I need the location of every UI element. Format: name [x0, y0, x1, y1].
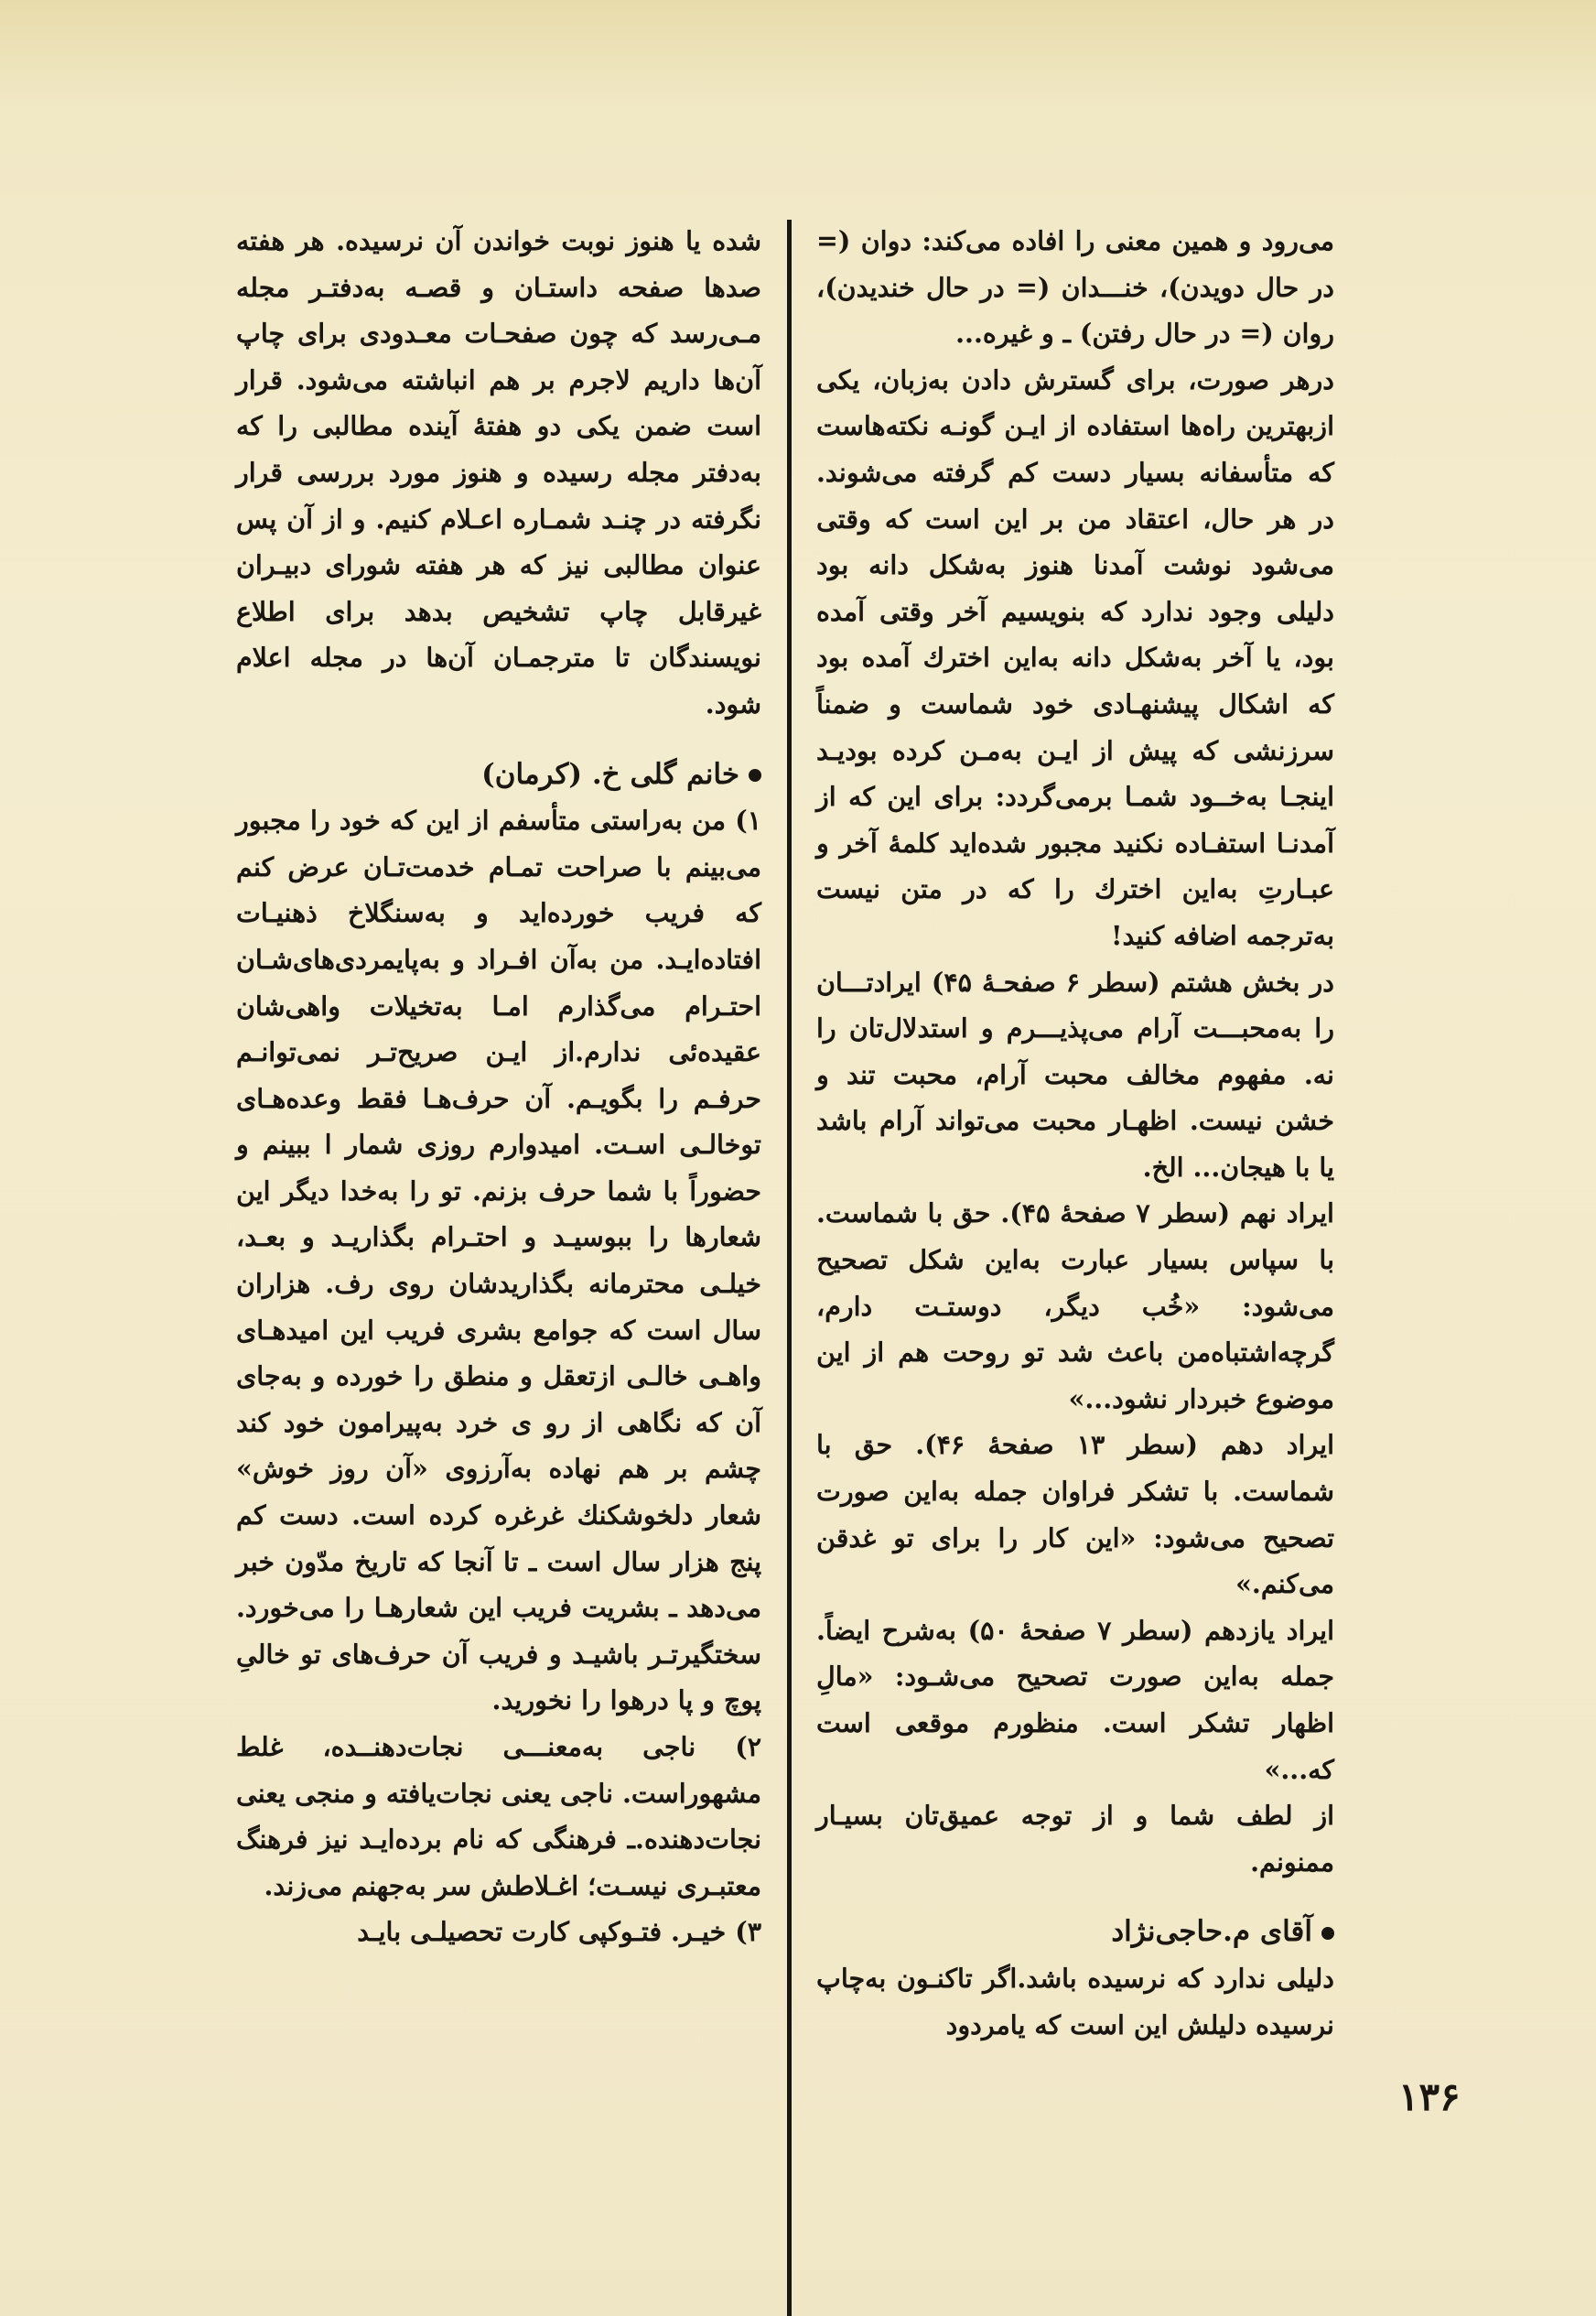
paragraph: شده یا هنوز نوبت خواندن آن نرسیده. هر هفته صدها صفحه داستـان و قصـه به‌دفتـر مجله مـی‌رسد که چون صفحـات معـدودی برای چاپ آن‌ها داریم لاجرم بر هم انباشته می‌شود. قرار است ضمن یکی دو هفتهٔ آینده مطالبی را که به‌دفتر مجله رسیده و هنوز مورد بررسی قرار نگرفته در چنـد شمـاره اعـلام کنیم. و از آن پس عنوان مطالبی نیز که هر هفته شورای دبیـران غیرقابل چاپ تشخیص بدهد برای اطلاع نویسندگان تا مترجمـان آن‌ها در مجله اعلام شود.: [236, 225, 761, 720]
heading-text: خانم گلی خ. (کرمان): [481, 757, 739, 791]
paragraph: ایراد نهم (سطر ۷ صفحهٔ ۴۵). حق با شماست. با سپاس بسیار عبارت به‌این شکل تصحیح می‌شود: «خُب دیگر، دوستـت دارم، گرچه‌اشتباه‌من باعث شد تو روحت هم از این موضوع خبردار نشود...»: [816, 1197, 1334, 1414]
heading-text: آقای م.حاجی‌نژاد: [1111, 1915, 1312, 1949]
paragraph: دلیلی ندارد که نرسیده باشد.اگر تاکنـون به‌چاپ نرسیده دلیلش این است که یامردود: [816, 1962, 1334, 2040]
paragraph: ایراد دهم (سطر ۱۳ صفحهٔ ۴۶). حق با شماست. با تشکر فراوان جمله به‌این صورت تصحیح می‌شود: «این کار را برای تو غدقن می‌کنم.»: [816, 1429, 1334, 1600]
section-heading: [816, 1909, 1334, 1955]
paragraph: درهر صورت، برای گسترش دادن به‌زبان، یکی ازبهترین راه‌ها استفاده از ایـن گونـه نکته‌هاست که متأسفانه بسیار دست کم گرفته می‌شوند. در هر حال، اعتقاد من بر این است که وقتی می‌شود نوشت آمدنا هنوز به‌شکل دانه بود دلیلی وجود ندارد که بنویسیم آخر وقتی آمده بود، یا آخر به‌شکل دانه به‌این اخترك آمده بود که اشکال پیشنهـادی خود شماست و ضمناً سرزنشی که پیش از ایـن به‌مـن کرده بودیـد اینجـا به‌خــود شمـا برمی‌گردد: برای این که از آمدنـا استفـاده نکنید مجبور شده‌اید کلمهٔ آخر و عبـارتِ به‌این اخترك را که در متن نیست به‌ترجمه اضافه کنید!: [816, 363, 1334, 951]
bullet-icon: [749, 769, 761, 782]
section-heading: [236, 752, 761, 798]
paragraph: می‌رود و همین معنی را افاده می‌کند: دوان (= در حال دویدن)، خنـــدان (= در حال خندیدن)، روان (= در حال رفتن) ـ و غیره...: [816, 225, 1334, 350]
paragraph: ایراد یازدهم (سطر ۷ صفحهٔ ۵۰) به‌شرح ایضاً. جمله به‌این صورت تصحیح می‌شـود: «مالِ اظهار تشکر است. منظورم موقعی است که...»: [816, 1614, 1334, 1785]
paragraph: از لطف شما و از توجه عمیق‌تان بسیـار ممنونم.: [816, 1800, 1334, 1878]
paragraph: ۲) ناجی به‌معنـــی نجات‌دهنــده، غلط مشهوراست. ناجی یعنی نجات‌یافته و منجی یعنی نجات‌دهنده.ـ فرهنگی که نام برده‌ایـد نیز فرهنگ معتبـری نیسـت؛ اغـلاطش سر به‌جهنم می‌زند.: [236, 1731, 761, 1901]
paragraph: ۱) من به‌راستی متأسفم از این که خود را مجبور می‌بینم با صراحت تمـام خدمت‌تـان عرض کنم که فریب خورده‌اید و به‌سنگلاخ ذهنیـات افتاده‌ایـد. من به‌آن افـراد و به‌پایمردی‌های‌شـان احتـرام می‌گذارم امـا به‌تخیلات واهی‌شان عقیده‌ئی ندارم.از ایـن صریح‌تـر نمی‌توانـم حرفـم را بگویـم. آن حرف‌هـا فقط وعده‌هـای توخالـی اسـت. امیدوارم روزی شمار ا ببینم و حضوراً با شما حرف بزنم. تو را به‌خدا دیگر این شعارها را ببوسیـد و احتـرام بگذاریـد و بعـد، خیلـی محترمانه بگذاریدشان روی رف. هزاران سال است که جوامع بشری فریب این امیدهـای واهـی خالـی ازتعقل و منطق را خورده و به‌جای آن که نگاهی از رو ی خرد به‌پیرامون خود کند چشم بر هم نهاده به‌آرزوی «آن روز خوش» شعار دلخوشکنك غرغره کرده است. دست کم پنج هزار سال است ـ تا آنجا که تاریخ مدّون خبر می‌دهد ـ بشریت فریب این شعارهـا را می‌خورد. سختگیرتـر باشیـد و فریب آن حرف‌های تو خالیِ پوچ و پا درهوا را نخورید.: [236, 805, 761, 1716]
bullet-icon: [1321, 1927, 1334, 1940]
page-number: ۱۳۶: [1398, 2074, 1461, 2119]
paragraph: ۳) خیـر. فتـوکپی کارت تحصیلـی بایـد: [357, 1916, 761, 1948]
spacer: [236, 728, 761, 752]
right-column: [816, 218, 1334, 2048]
column-divider: [787, 220, 792, 2316]
left-column: [236, 218, 761, 1955]
paragraph: در بخش هشتم (سطر ۶ صفحـهٔ ۴۵) ایرادتـــان را به‌محبـــت آرام می‌پذیـــرم و استدلال‌تان را نه. مفهوم مخالف محبت آرام، محبت تند و خشن نیست. اظهـار محبت می‌تواند آرام باشد یا با هیجان... الخ.: [816, 966, 1334, 1183]
spacer: [816, 1885, 1334, 1909]
